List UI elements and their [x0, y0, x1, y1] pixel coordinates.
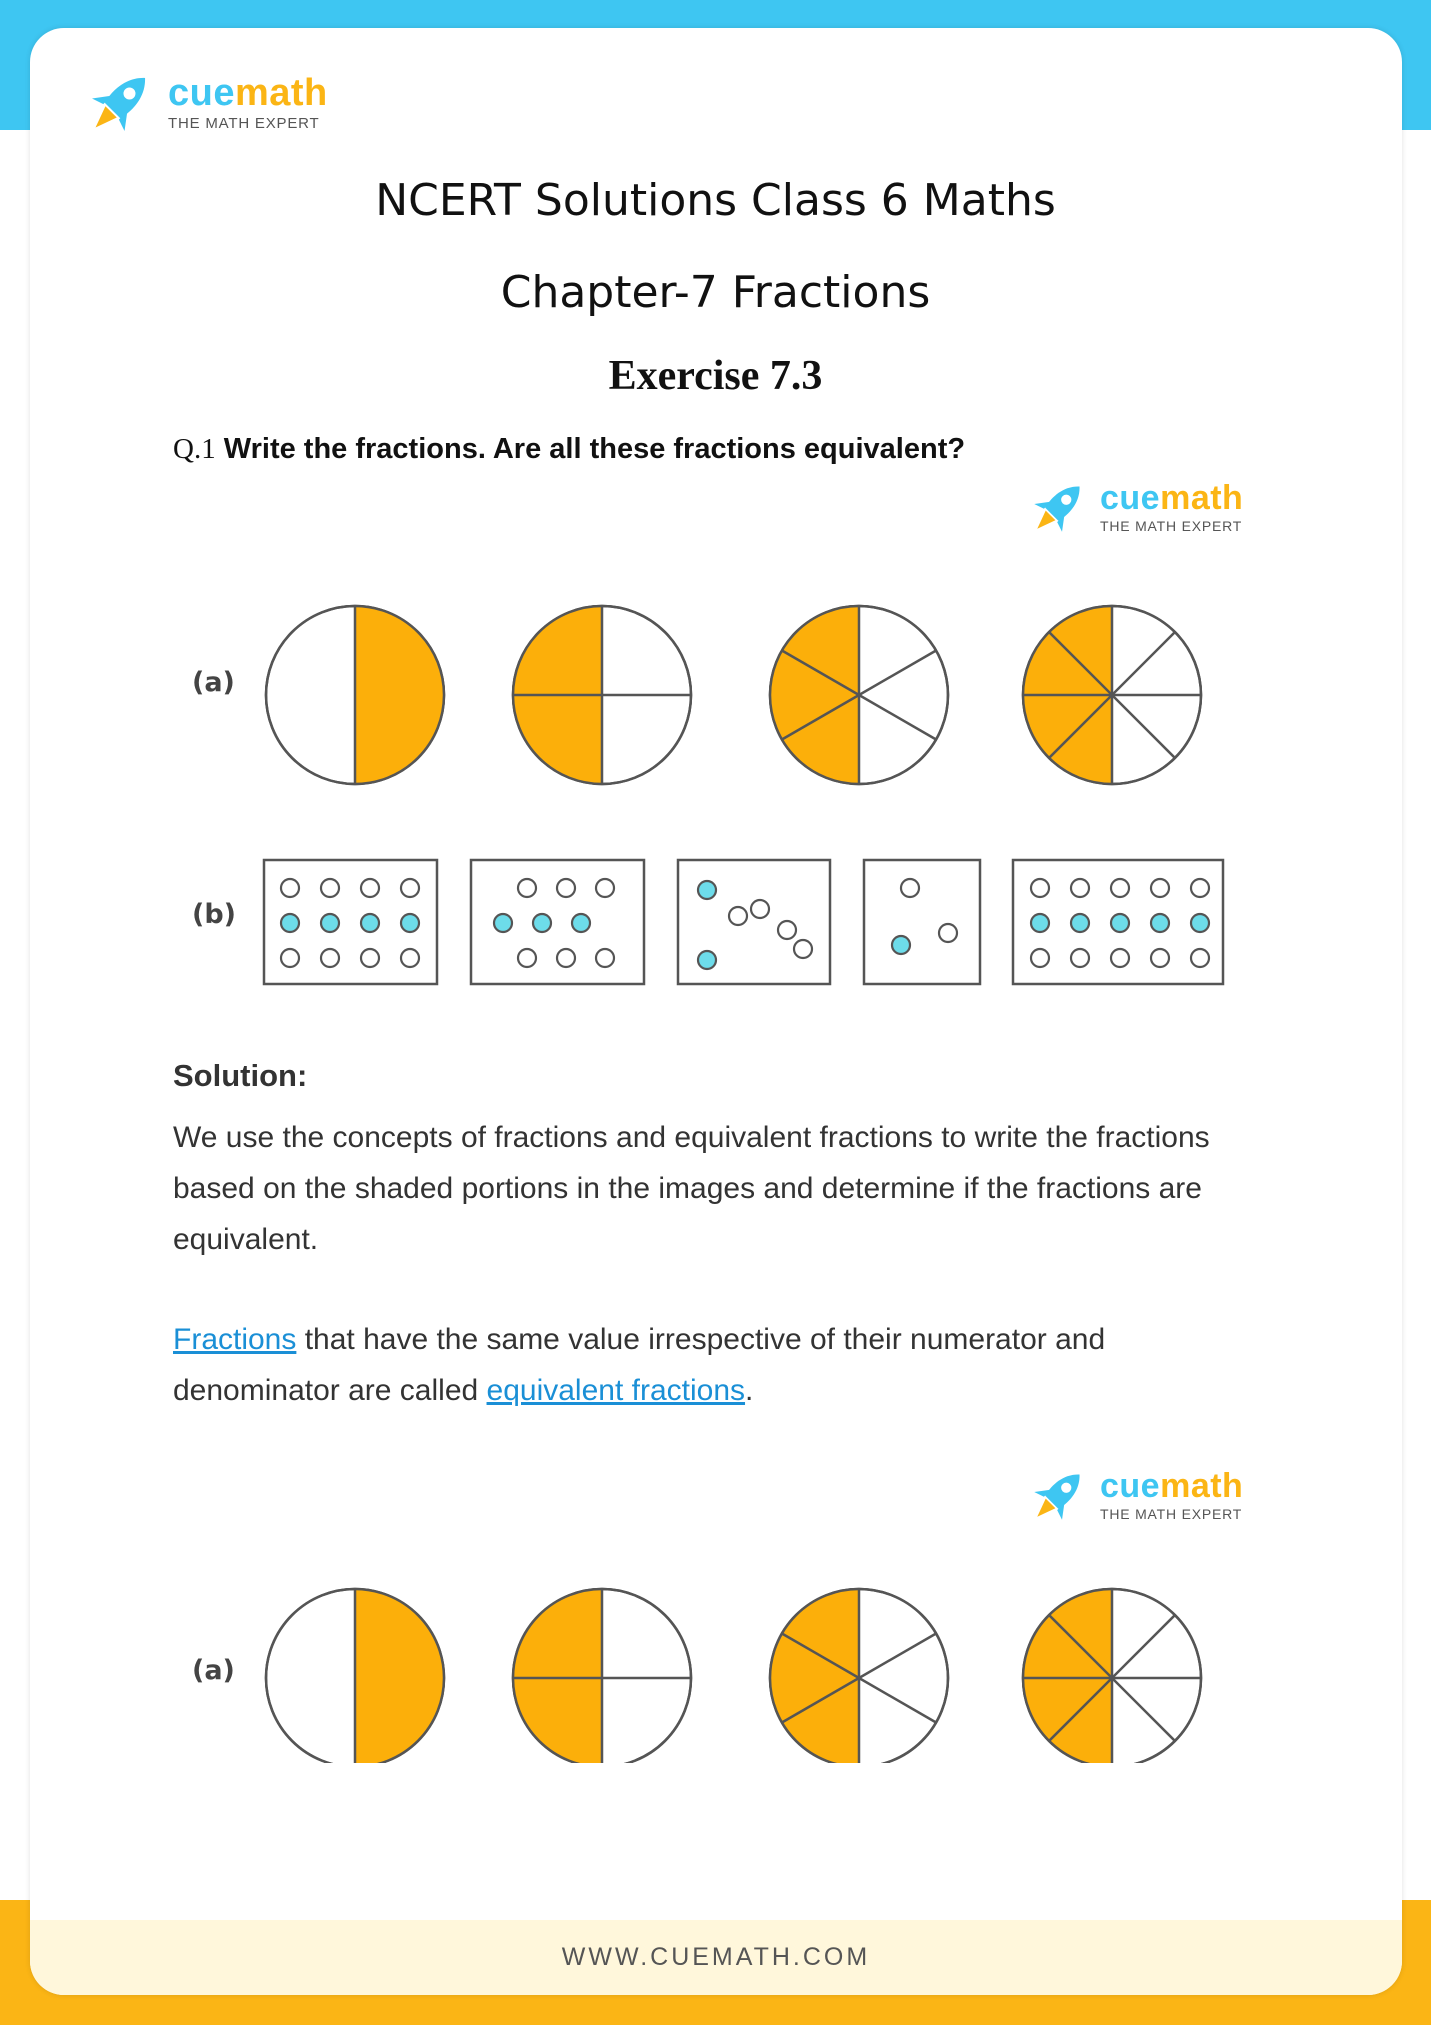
dot [361, 949, 379, 967]
dot [1111, 949, 1129, 967]
fraction-box-2 [471, 860, 644, 984]
header-logo [80, 64, 328, 140]
dot [1191, 879, 1209, 897]
brand-name-cue: cue [1100, 1467, 1161, 1505]
solution-heading: Solution: [173, 1058, 308, 1093]
dot [401, 879, 419, 897]
dot [794, 940, 812, 958]
shaded-dot [494, 914, 512, 932]
equivalent-fractions-link[interactable]: equivalent fractions [486, 1374, 746, 1407]
dot [321, 879, 339, 897]
footer-url: WWW.CUEMATH.COM [30, 1920, 1402, 1995]
dot [1111, 879, 1129, 897]
question-1 [173, 433, 965, 466]
paragraph-end: . [745, 1374, 754, 1407]
dot [901, 879, 919, 897]
fraction-circle-1 [266, 606, 444, 784]
watermark-logo [1024, 1462, 1243, 1528]
brand-name-cue: cue [168, 71, 235, 114]
shaded-dot [698, 951, 716, 969]
dot [778, 921, 796, 939]
fraction-circle-1 [266, 1589, 444, 1763]
shaded-sector [355, 606, 444, 784]
fraction-box-3 [678, 860, 830, 984]
brand-name-math: math [1160, 1467, 1244, 1505]
shaded-sector [355, 1589, 444, 1763]
fraction-circles [266, 1589, 1201, 1763]
solution-paragraph-1: We use the concepts of fractions and equivalent fractions to write the fractions based on the shaded portions in the images and determine if the fractions are equivalent. [173, 1121, 1210, 1256]
dot [401, 949, 419, 967]
fraction-circle-2 [513, 1589, 691, 1763]
chapter-title: Chapter-7 Fractions [500, 267, 931, 318]
dot [1071, 879, 1089, 897]
shaded-dot [533, 914, 551, 932]
dot [518, 949, 536, 967]
fraction-boxes [264, 860, 1223, 984]
dot [281, 879, 299, 897]
brand-name-math: math [1160, 479, 1244, 517]
shaded-dot [1031, 914, 1049, 932]
shaded-dot [321, 914, 339, 932]
fraction-circle-3 [770, 1589, 948, 1763]
fraction-box-5 [1013, 860, 1223, 984]
label-a: (a) [192, 667, 235, 698]
shaded-dot [1151, 914, 1169, 932]
rocket-icon [1024, 474, 1094, 540]
fraction-box-4 [864, 860, 980, 984]
rocket-icon [80, 64, 162, 140]
fraction-circle-4 [1023, 1589, 1201, 1763]
dot [1031, 949, 1049, 967]
shaded-sector [513, 1678, 602, 1763]
dot [1031, 879, 1049, 897]
brand-name-math: math [234, 71, 328, 114]
fraction-figure-repeat [0, 1563, 1431, 1763]
shaded-dot [281, 914, 299, 932]
shaded-dot [572, 914, 590, 932]
dot [1071, 949, 1089, 967]
brand-name-cue: cue [1100, 479, 1161, 517]
shaded-dot [1191, 914, 1209, 932]
fraction-circle-3 [770, 606, 948, 784]
brand-tagline: THE MATH EXPERT [1100, 1506, 1243, 1522]
shaded-dot [1111, 914, 1129, 932]
question-number: Q.1 [173, 433, 216, 465]
dot [1191, 949, 1209, 967]
fraction-box-1 [264, 860, 437, 984]
fractions-link[interactable]: Fractions [173, 1323, 297, 1356]
fraction-circle-2 [513, 606, 691, 784]
watermark-logo [1024, 474, 1243, 540]
shaded-dot [892, 936, 910, 954]
dot [596, 949, 614, 967]
question-text: Write the fractions. Are all these fractions equivalent? [223, 433, 966, 465]
dot [361, 879, 379, 897]
fraction-figure [0, 575, 1431, 995]
fraction-circles [266, 606, 1201, 784]
label-b: (b) [192, 899, 237, 930]
dot [1151, 949, 1169, 967]
shaded-dot [1071, 914, 1089, 932]
dot [281, 949, 299, 967]
rocket-icon [1024, 1462, 1094, 1528]
dot [729, 907, 747, 925]
dot [557, 879, 575, 897]
page-title: NCERT Solutions Class 6 Maths [375, 175, 1056, 226]
brand-tagline: THE MATH EXPERT [1100, 518, 1243, 534]
shaded-dot [401, 914, 419, 932]
dot [939, 924, 957, 942]
dot [751, 900, 769, 918]
shaded-dot [361, 914, 379, 932]
brand-tagline: THE MATH EXPERT [168, 114, 320, 132]
fraction-circle-4 [1023, 606, 1201, 784]
dot [518, 879, 536, 897]
exercise-title: Exercise 7.3 [608, 353, 823, 399]
dot [1151, 879, 1169, 897]
shaded-dot [698, 881, 716, 899]
paragraph-text: that have the same value irrespective of their numerator and denominator are called [173, 1323, 1106, 1407]
label-a: (a) [192, 1655, 235, 1686]
solution-paragraph-2 [173, 1314, 1273, 1416]
dot [557, 949, 575, 967]
dot [596, 879, 614, 897]
dot [321, 949, 339, 967]
